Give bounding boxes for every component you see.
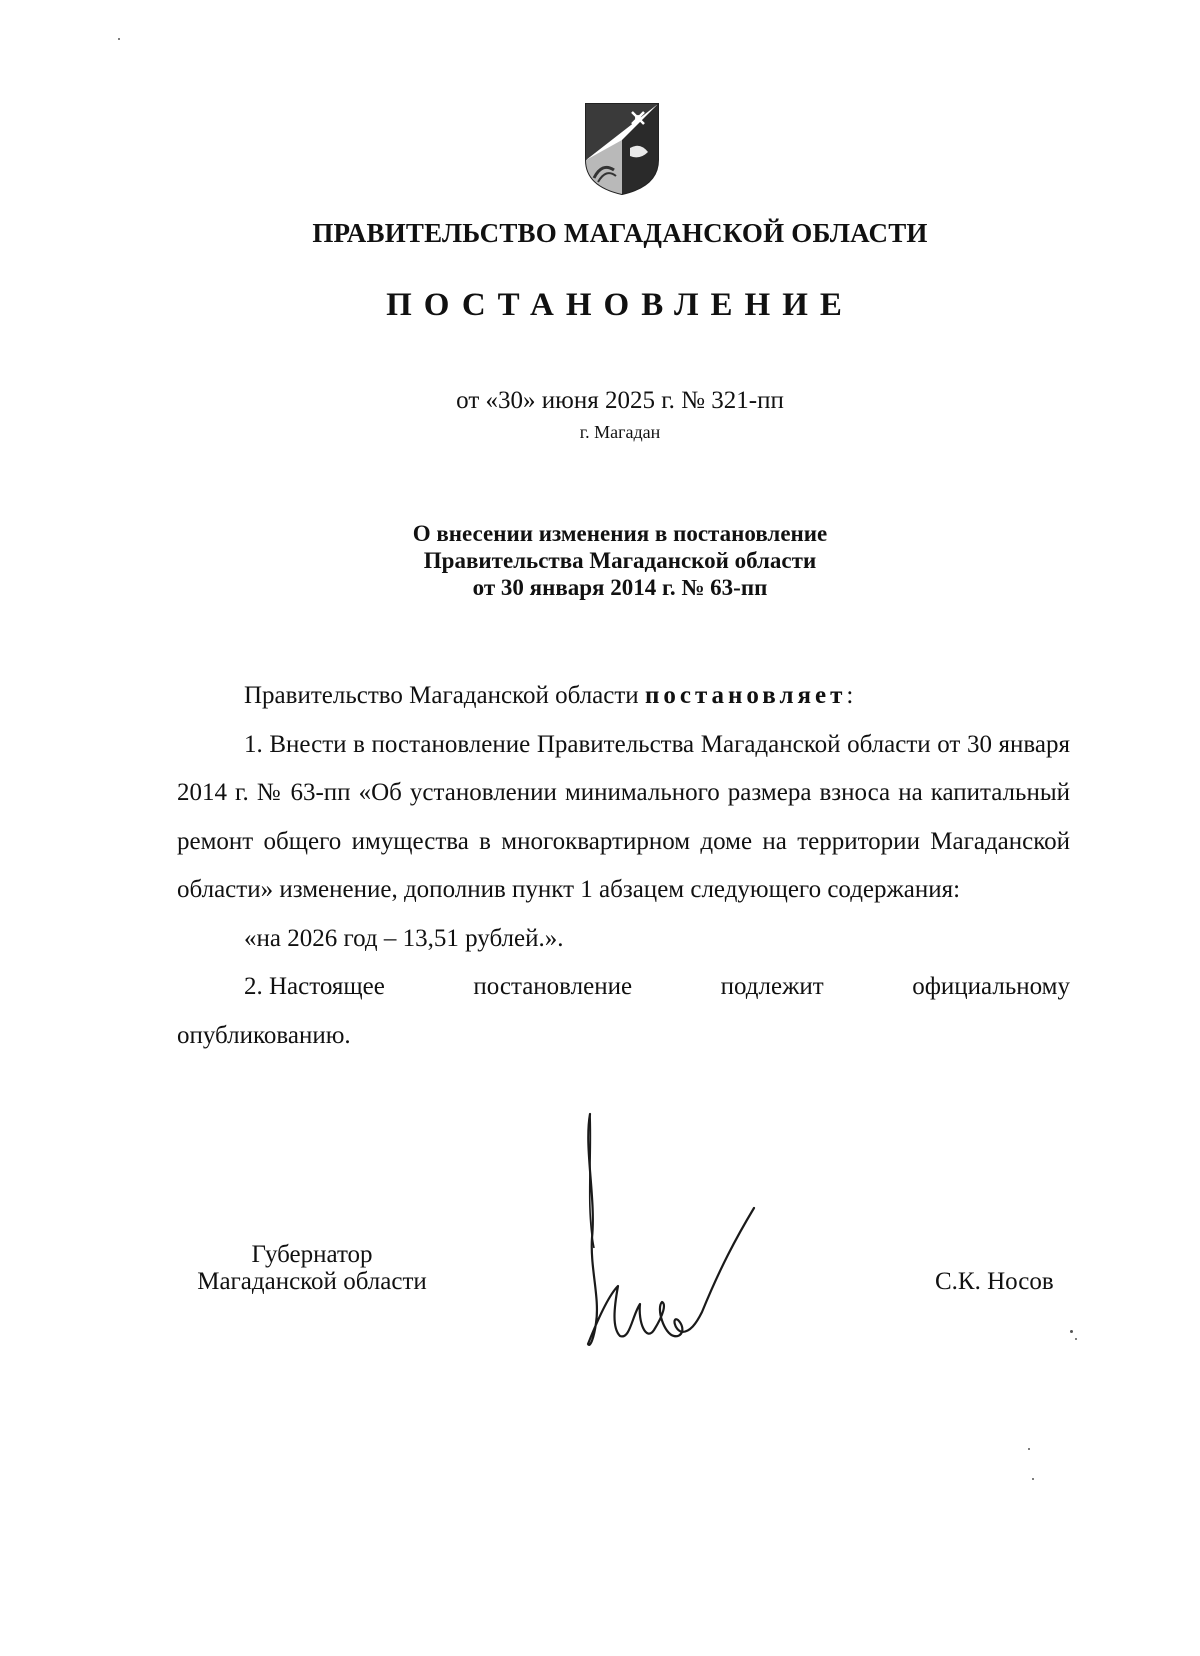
intro-paragraph <box>177 672 1070 721</box>
coat-of-arms-icon <box>582 100 662 196</box>
quote-paragraph: «на 2026 год – 13,51 рублей.». <box>244 924 564 952</box>
subject-line-3: от 30 января 2014 г. № 63-пп <box>472 575 768 600</box>
document-city: г. Магадан <box>579 422 661 442</box>
document-subject <box>0 520 1200 601</box>
item-2-word: 2. Настоящее <box>244 973 385 1000</box>
subject-line-2: Правительства Магаданской области <box>423 548 817 573</box>
item-1-paragraph: 1. Внести в постановление Правительства Магаданской области от 30 января 2014 г. № 63-пп «Об установлении минимального размера взноса на капитальный ремонт общего имущества в многоквартирном доме на территории Магаданской области» изменение, дополнив пункт 1 абзацем следующего содержания: <box>177 730 1070 903</box>
government-title: ПРАВИТЕЛЬСТВО МАГАДАНСКОЙ ОБЛАСТИ <box>312 218 928 248</box>
scan-speck <box>1032 1478 1034 1480</box>
item-2-first-line <box>177 963 1070 1012</box>
item-2-word: официальному <box>912 973 1070 1000</box>
item-2-word: постановление <box>473 973 633 1000</box>
scan-speck <box>1070 1330 1073 1333</box>
subject-line-1: О внесении изменения в постановление <box>412 521 828 546</box>
scan-speck <box>118 38 120 40</box>
intro-colon: : <box>846 682 854 709</box>
item-2-word: подлежит <box>720 973 824 1000</box>
signer-name: С.К. Носов <box>935 1268 1054 1295</box>
scan-speck <box>1028 1448 1030 1450</box>
document-date: от «30» июня 2025 г. № 321-пп <box>456 387 784 414</box>
signer-position-line-1: Губернатор <box>251 1241 373 1268</box>
item-2-last-line: опубликованию. <box>177 1021 351 1049</box>
signer-position <box>177 1241 447 1295</box>
scan-speck <box>1075 1338 1077 1340</box>
signer-position-line-2: Магаданской области <box>197 1268 427 1295</box>
intro-text: Правительство Магаданской области <box>244 682 639 709</box>
intro-decree-word: постановляет <box>644 682 847 709</box>
document-body <box>177 672 1070 1060</box>
document-type: ПОСТАНОВЛЕНИЕ <box>386 287 854 323</box>
handwritten-signature <box>570 1108 770 1368</box>
